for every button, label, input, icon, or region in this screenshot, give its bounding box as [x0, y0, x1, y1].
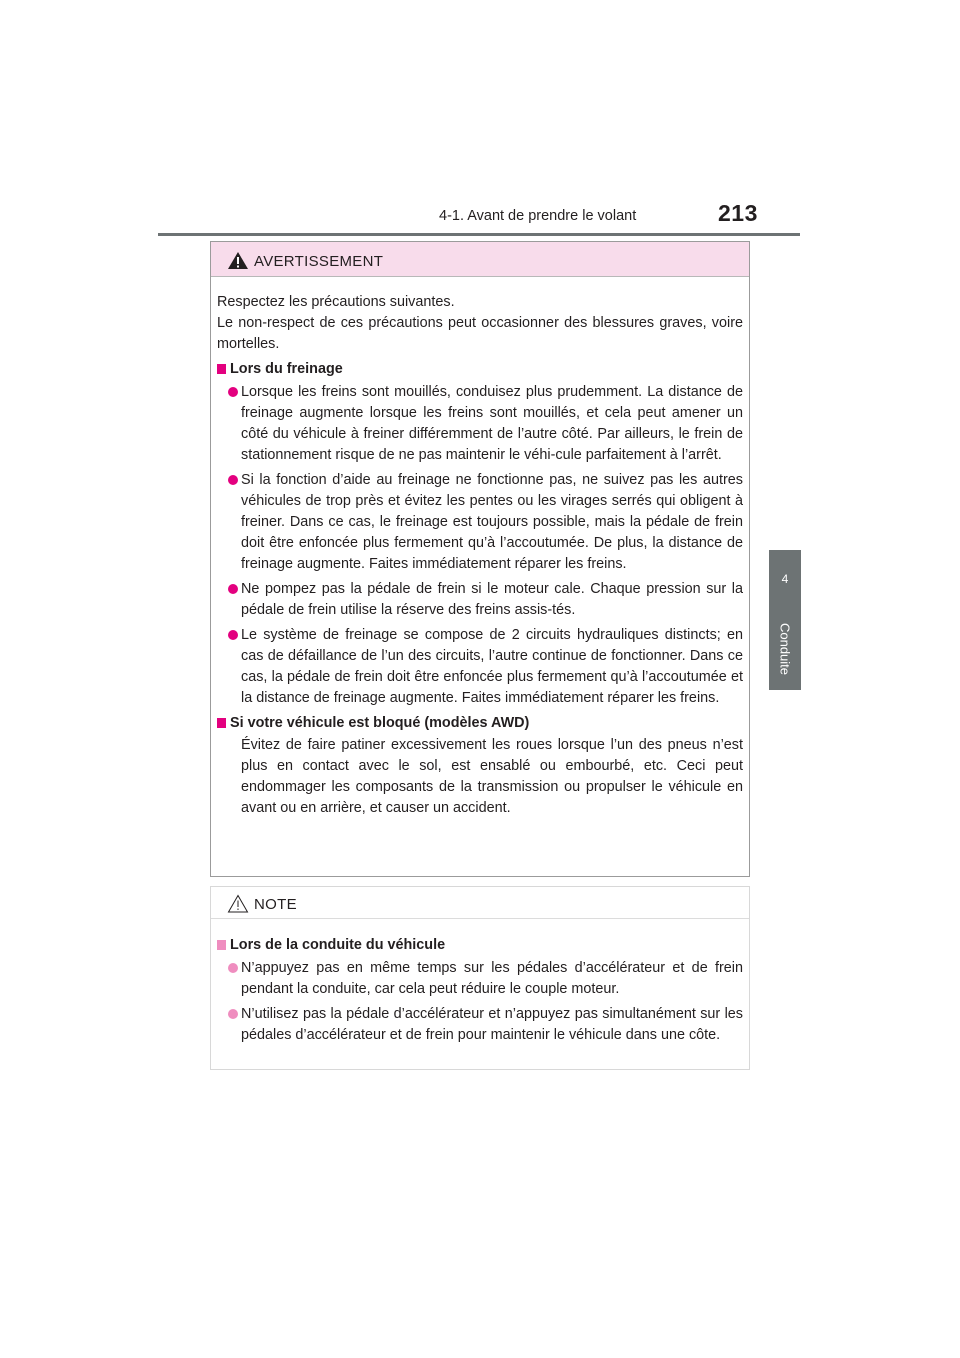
- list-item: Lorsque les freins sont mouillés, conduisez plus prudemment. La distance de freinage augmente lorsque les freins sont mouillés, et cela peut amener un côté du véhicule à freiner différemment de l’autre côté. Par ailleurs, le frein de stationnement risque de ne pas maintenir le véhi-cule parfaitement à l’arrêt.: [217, 382, 743, 466]
- list-item: Le système de freinage se compose de 2 circuits hydrauliques distincts; en cas de défaillance de l’un des circuits, l’autre continue de fonctionner. Dans ce cas, la pédale de frein doit être enfoncée plus fermement qu’à l’accoutumée et la distance de freinage augmente. Faites immédiatement réparer les freins.: [217, 625, 743, 709]
- warning-intro-line: Le non-respect de ces précautions peut occasionner des blessures graves, voire mortelles.: [217, 315, 743, 352]
- warning-body: [217, 292, 743, 819]
- chapter-tab: [769, 608, 801, 690]
- caution-triangle-icon: [227, 894, 249, 913]
- header-section-title: 4-1. Avant de prendre le volant: [439, 208, 637, 224]
- page-number: 213: [718, 200, 758, 226]
- square-bullet-icon: [217, 718, 226, 728]
- warning-title: AVERTISSEMENT: [254, 253, 384, 270]
- list-item: Si la fonction d’aide au freinage ne fonctionne pas, ne suivez pas les autres véhicules de trop près et évitez les pentes ou les virages serrés qui obligent à freiner. Dans ce cas, le freinage est toujours possible, mais la pédale de frein doit être enfoncée plus fermement qu’à l’accoutumée. De plus, la distance de freinage augmente. Faites immédiatement réparer les freins.: [217, 470, 743, 575]
- chapter-tab-number: 4: [769, 550, 801, 608]
- circle-bullet-icon: [228, 963, 238, 973]
- chapter-tab-label: Conduite: [777, 622, 793, 676]
- square-bullet-icon: [217, 940, 226, 950]
- note-box: [210, 886, 750, 1070]
- circle-bullet-icon: [228, 1009, 238, 1019]
- circle-bullet-icon: [228, 475, 238, 485]
- list-item: N’appuyez pas en même temps sur les pédales d’accélérateur et de frein pendant la conduite, car cela peut réduire le couple moteur.: [217, 958, 743, 1000]
- note-body: [217, 931, 743, 1050]
- note-header: [211, 887, 749, 919]
- list-item: N’utilisez pas la pédale d’accélérateur et n’appuyez pas simultanément sur les pédales d’accélérateur et de frein pour maintenir le véhicule dans une côte.: [217, 1004, 743, 1046]
- note-section-heading: Lors de la conduite du véhicule: [217, 935, 743, 956]
- circle-bullet-icon: [228, 584, 238, 594]
- square-bullet-icon: [217, 364, 226, 374]
- warning-intro-line: Respectez les précautions suivantes.: [217, 294, 455, 310]
- warning-header: [211, 242, 749, 277]
- note-title: NOTE: [254, 896, 297, 913]
- header-rule: [158, 233, 800, 236]
- warning-section-text: Évitez de faire patiner excessivement les roues lorsque l’un des pneus n’est plus en contact avec le sol, est ensablé ou embourbé, etc. Ceci peut endommager les composants de la transmission ou propulser le véhicule en avant ou en arrière, et causer un accident.: [241, 737, 743, 816]
- warning-triangle-icon: [227, 251, 249, 270]
- circle-bullet-icon: [228, 630, 238, 640]
- warning-box: [210, 241, 750, 877]
- warning-section-heading: Lors du freinage: [217, 359, 743, 380]
- warning-section-heading: Si votre véhicule est bloqué (modèles AWD): [217, 713, 743, 734]
- circle-bullet-icon: [228, 387, 238, 397]
- list-item: Ne pompez pas la pédale de frein si le moteur cale. Chaque pression sur la pédale de frein utilise la réserve des freins assis-tés.: [217, 579, 743, 621]
